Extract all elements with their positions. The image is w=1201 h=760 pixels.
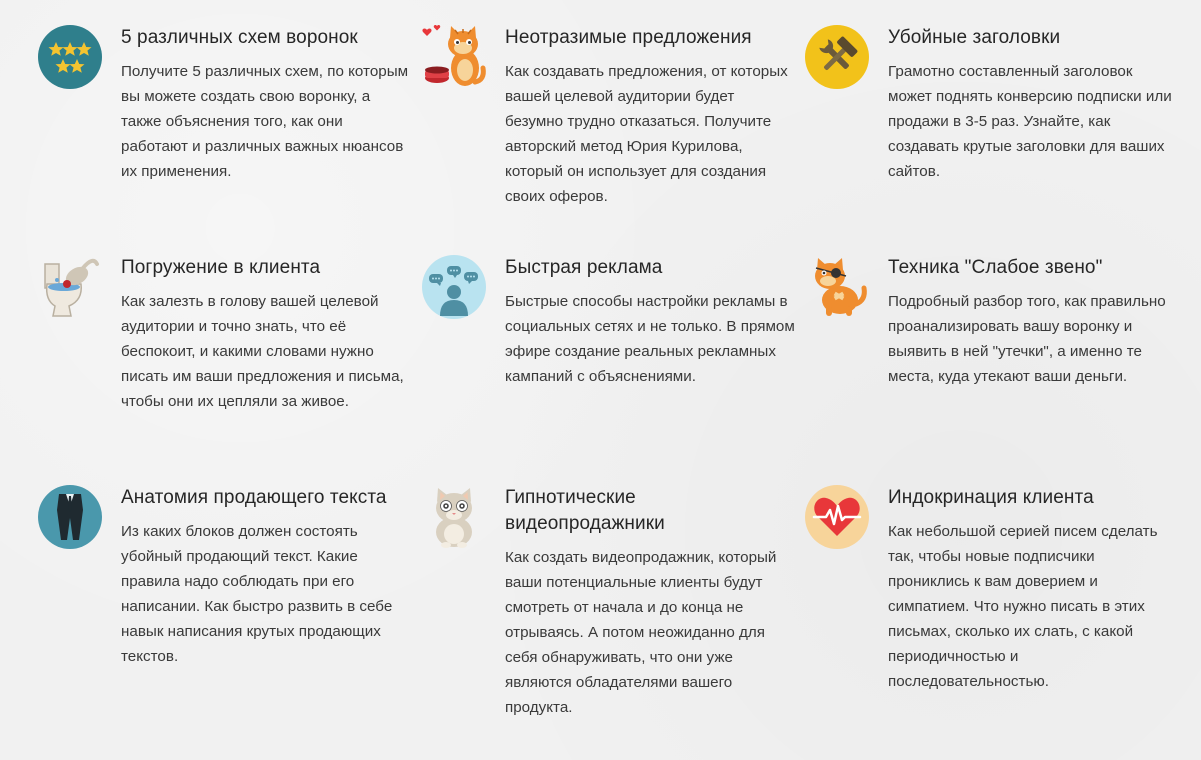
feature-title: 5 различных схем воронок: [121, 27, 358, 48]
cat-love-icon: [421, 24, 487, 90]
feature-title: Индокринация клиента: [888, 487, 1094, 508]
feature-title: Анатомия продающего текста: [121, 487, 387, 508]
feature-title: Гипнотические видеопродажники: [505, 487, 665, 534]
feature-description: Как залезть в голову вашей целевой аудитории и точно знать, что её беспокоит, и какими словами нужно писать им ваши предложения и письма, чтобы они их цепляли за живое.: [121, 293, 404, 410]
feature-description: Получите 5 различных схем, по которым вы можете создать свою воронку, а также объяснения того, как они работают и различных важных нюансов их применения.: [121, 63, 409, 180]
feature-description: Как создать видеопродажник, который ваши потенциальные клиенты будут смотреть от начала и до конца не отрываясь. А потом неожиданно для себя обнаруживать, что они уже являются обладателями вашего продукта.: [505, 549, 777, 716]
feature-title: Техника "Слабое звено": [888, 257, 1103, 278]
stars-icon: [37, 24, 103, 90]
heart-pulse-icon: [804, 484, 870, 550]
feature-description: Грамотно составленный заголовок может поднять конверсию подписки или продажи в 3-5 раз. Узнайте, как создавать крутые заголовки для ваших сайтов.: [888, 63, 1172, 180]
feature-title: Неотразимые предложения: [505, 27, 752, 48]
feature-title: Быстрая реклама: [505, 257, 663, 278]
pirate-cat-icon: [804, 254, 870, 320]
feature-description: Как небольшой серией писем сделать так, чтобы новые подписчики прониклись к вам доверием и симпатием. Что нужно писать в этих письмах, сколько их слать, с какой периодичностью и последовательностью.: [888, 523, 1158, 690]
feature-title: Погружение в клиента: [121, 257, 321, 278]
hypno-cat-icon: [421, 484, 487, 550]
feature-description: Быстрые способы настройки рекламы в социальных сетях и не только. В прямом эфире создание реальных рекламных кампаний с объяснениями.: [505, 293, 795, 385]
feature-title: Убойные заголовки: [888, 27, 1061, 48]
feature-description: Из каких блоков должен состоять убойный продающий текст. Какие правила надо соблюдать при его написании. Как быстро развить в себе навык написания крутых продающих текстов.: [121, 523, 393, 665]
suit-icon: [37, 484, 103, 550]
diving-cat-icon: [37, 254, 103, 320]
tools-icon: [804, 24, 870, 90]
chat-person-icon: [421, 254, 487, 320]
feature-description: Как создавать предложения, от которых вашей целевой аудитории будет безумно трудно отказаться. Получите авторский метод Юрия Курилова, который он использует для создания своих оферов.: [505, 63, 788, 205]
feature-description: Подробный разбор того, как правильно проанализировать вашу воронку и выявить в ней "утечки", а именно те места, куда утекают ваши деньги.: [888, 293, 1166, 385]
